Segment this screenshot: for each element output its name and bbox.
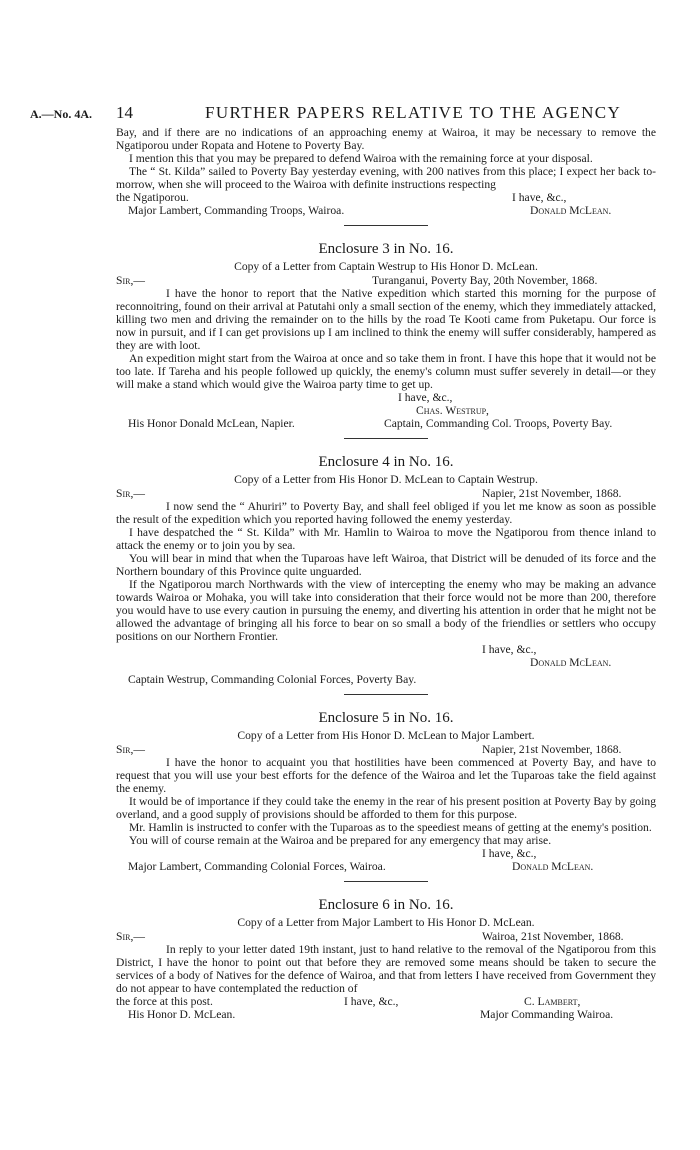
- addressee: His Honor D. McLean.: [128, 1008, 236, 1021]
- addressee: Captain Westrup, Commanding Colonial Forces, Poverty Bay.: [128, 673, 417, 686]
- signature: Donald McLean.: [530, 204, 612, 217]
- enclosure-title: Enclosure 5 in No. 16.: [318, 710, 454, 726]
- paragraph: You will of course remain at the Wairoa and be prepared for any emergency that may arise.: [129, 834, 552, 847]
- paragraph: If the Ngatiporou march Northwards with the view of intercepting the enemy who may be making an advance towards Wairoa or Mohaka, you will take into consideration that their force would not be more than 200, therefore you would have to use every caution in pursuing the enemy, and diverting his attention in order that he might not be allowed the advantage of bringing all his force to bear on so small a body of the friendlies or settlers who occupy positions on our Northern Frontier.: [116, 578, 656, 643]
- place-date: Napier, 21st November, 1868.: [482, 743, 622, 756]
- signature-line: [116, 404, 656, 417]
- paragraph: An expedition might start from the Wairoa at once and so take them in front. I have this hope that it would not be too late. If Tareha and his people followed up quickly, the enemy's column must suffer severely in detail—or they will make a stand which would give the Wairoa party time to get up.: [116, 352, 656, 391]
- paragraph-end: the Ngatiporou.: [116, 191, 189, 204]
- paragraph: In reply to your letter dated 19th instant, just to hand relative to the removal of the Ngatiporou from this District, I have the honor to point out that before they are removed some means should be taken to secure the services of a body of Natives for the defence of Wairoa, and that from letters I have received from Government they do not appear to have contemplated the reduction of: [116, 943, 656, 995]
- closing-line: [116, 391, 656, 404]
- paragraph: The “ St. Kilda” sailed to Poverty Bay yesterday evening, with 200 natives from this place; I expect her back to-morrow, when she will proceed to the Wairoa with definite instructions respecting: [116, 165, 656, 191]
- closing-line: [116, 847, 656, 860]
- signature: Donald McLean.: [512, 860, 594, 873]
- document-reference: A.—No. 4A.: [30, 107, 92, 121]
- paragraph: I have despatched the “ St. Kilda” with Mr. Hamlin to Wairoa to move the Ngatiporou from thence inland to attack the enemy or to join you by sea.: [116, 526, 656, 552]
- salutation: Sir,—: [116, 274, 145, 287]
- closing: I have, &c.,: [344, 995, 399, 1008]
- signature: Donald McLean.: [530, 656, 612, 669]
- paragraph: I have the honor to acquaint you that hostilities have been commenced at Poverty Bay, and have to request that you will use your best efforts for the defence of the Wairoa and let the Tuparoas take the field against the enemy.: [116, 756, 656, 795]
- enclosure-subtitle: Copy of a Letter from Major Lambert to His Honor D. McLean.: [237, 916, 535, 929]
- addressee: Major Lambert, Commanding Troops, Wairoa.: [128, 204, 345, 217]
- place-date: Turanganui, Poverty Bay, 20th November, 1868.: [372, 274, 598, 287]
- salutation-line: [116, 743, 656, 756]
- closing-line: [116, 995, 656, 1008]
- closing-line: [116, 643, 656, 656]
- closing: I have, &c.,: [398, 391, 453, 404]
- addressee: Major Lambert, Commanding Colonial Forces, Wairoa.: [128, 860, 386, 873]
- section-divider: [344, 881, 428, 882]
- signer-title: Major Commanding Wairoa.: [480, 1008, 614, 1021]
- enclosure-5: [116, 709, 656, 873]
- enclosure-6: [116, 896, 656, 1021]
- signature-line: [116, 204, 656, 217]
- paragraph: I now send the “ Ahuriri” to Poverty Bay, and shall feel obliged if you let me know as soon as possible the result of the expedition which you reported having followed the enemy yesterday.: [116, 500, 656, 526]
- salutation: Sir,—: [116, 487, 145, 500]
- signature: Chas. Westrup,: [416, 404, 489, 417]
- page-number: 14: [116, 103, 133, 122]
- addressee-line: [116, 417, 656, 430]
- section-divider: [344, 225, 428, 226]
- section-divider: [344, 694, 428, 695]
- enclosure-title: Enclosure 3 in No. 16.: [318, 241, 454, 257]
- paragraph: I mention this that you may be prepared to defend Wairoa with the remaining force at your disposal.: [129, 152, 593, 165]
- enclosure-4: [116, 453, 656, 686]
- page-header: [30, 103, 680, 125]
- salutation-line: [116, 274, 656, 287]
- paragraph: I have the honor to report that the Native expedition which started this morning for the purpose of reconnoitring, found on their arrival at Patutahi only a small section of the enemy, which they immediately attacked, killing two men and driving the remainder on to the hills by the road Te Kooti came from Puketapu. Our force is now in pursuit, and if I can get provisions up I am inclined to think the enemy will suffer considerably, hampered as they are with loot.: [116, 287, 656, 352]
- enclosure-title: Enclosure 4 in No. 16.: [318, 454, 454, 470]
- paragraph: Mr. Hamlin is instructed to confer with the Tuparoas as to the speediest means of getting at the enemy's position.: [129, 821, 652, 834]
- closing: I have, &c.,: [482, 643, 537, 656]
- signature: C. Lambert,: [524, 995, 581, 1008]
- closing: I have, &c.,: [512, 191, 567, 204]
- salutation-line: [116, 487, 656, 500]
- place-date: Wairoa, 21st November, 1868.: [482, 930, 624, 943]
- addressee-line: [116, 1008, 656, 1021]
- section-divider: [344, 438, 428, 439]
- salutation-line: [116, 930, 656, 943]
- salutation: Sir,—: [116, 930, 145, 943]
- paragraph-end: the force at this post.: [116, 995, 213, 1008]
- enclosure-subtitle: Copy of a Letter from His Honor D. McLean to Captain Westrup.: [234, 473, 538, 486]
- closing-line: [116, 191, 656, 204]
- closing: I have, &c.,: [482, 847, 537, 860]
- enclosure-subtitle: Copy of a Letter from His Honor D. McLean to Major Lambert.: [237, 729, 535, 742]
- paragraph: It would be of importance if they could take the enemy in the rear of his present position at Poverty Bay by going overland, and a good supply of provisions should be afforded to them for this purpose.: [116, 795, 656, 821]
- enclosure-subtitle: Copy of a Letter from Captain Westrup to His Honor D. McLean.: [234, 260, 538, 273]
- addressee: His Honor Donald McLean, Napier.: [128, 417, 295, 430]
- paragraph: You will bear in mind that when the Tuparoas have left Wairoa, that District will be denuded of its force and the Northern boundary of this Province quite unguarded.: [116, 552, 656, 578]
- enclosure-title: Enclosure 6 in No. 16.: [318, 897, 454, 913]
- running-title: FURTHER PAPERS RELATIVE TO THE AGENCY: [205, 103, 622, 122]
- page-body: [116, 126, 656, 1021]
- addressee-line: [116, 860, 656, 873]
- signer-title: Captain, Commanding Col. Troops, Poverty Bay.: [384, 417, 613, 430]
- addressee-line: [116, 673, 656, 686]
- signature-line: [116, 656, 656, 669]
- enclosure-3: [116, 240, 656, 430]
- paragraph: Bay, and if there are no indications of an approaching enemy at Wairoa, it may be necessary to remove the Ngatiporou under Ropata and Hotene to Poverty Bay.: [116, 126, 656, 152]
- salutation: Sir,—: [116, 743, 145, 756]
- intro-letter: [116, 126, 656, 217]
- place-date: Napier, 21st November, 1868.: [482, 487, 622, 500]
